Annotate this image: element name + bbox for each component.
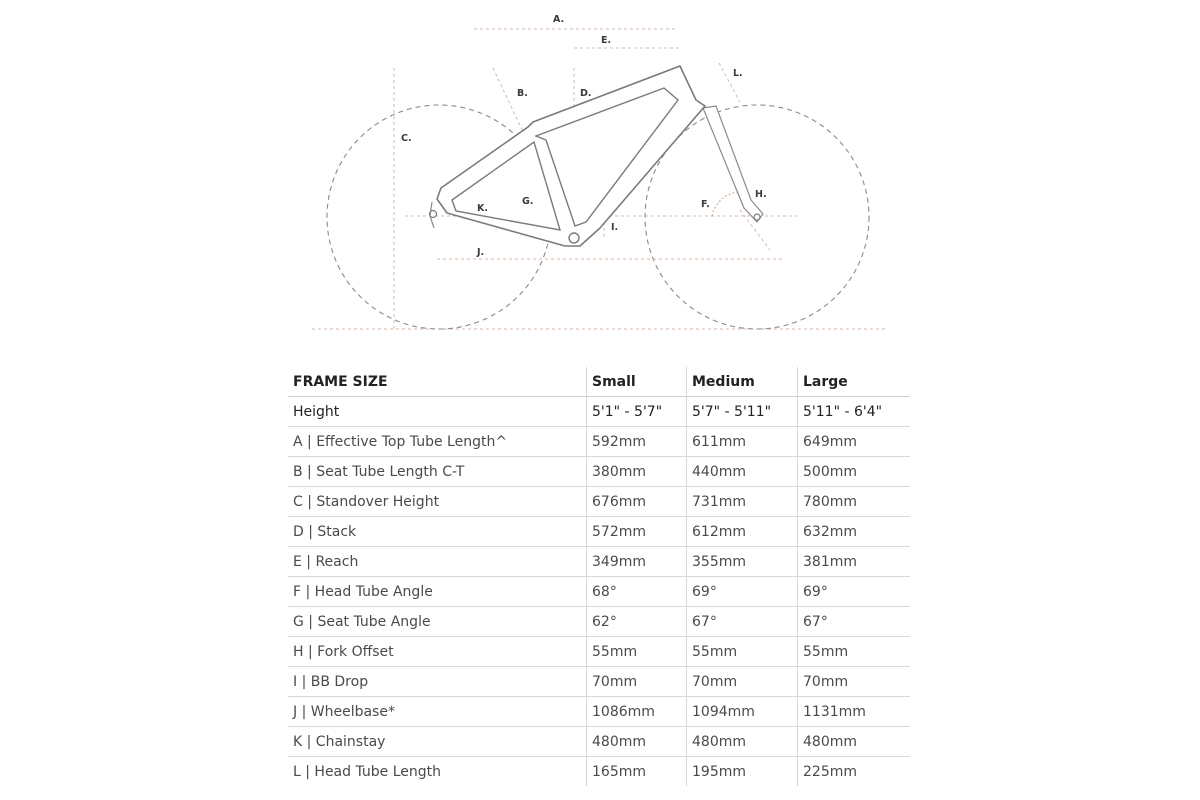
header-large: Large (798, 367, 911, 397)
cell-small: 70mm (587, 667, 687, 697)
cell-small: 62° (587, 607, 687, 637)
cell-medium: 731mm (687, 487, 798, 517)
cell-small: 165mm (587, 757, 687, 787)
table-row (288, 547, 910, 577)
cell-large: 480mm (798, 727, 911, 757)
cell-large: 70mm (798, 667, 911, 697)
table-row (288, 667, 910, 697)
row-label: A | Effective Top Tube Length^ (288, 427, 587, 457)
row-label: G | Seat Tube Angle (288, 607, 587, 637)
cell-medium: 355mm (687, 547, 798, 577)
label-h: H. (755, 189, 767, 200)
cell-large: 381mm (798, 547, 911, 577)
cell-small: 55mm (587, 637, 687, 667)
label-l: L. (733, 68, 743, 79)
cell-medium: 55mm (687, 637, 798, 667)
cell-large: 5'11" - 6'4" (798, 397, 911, 427)
label-d: D. (580, 88, 592, 99)
cell-small: 676mm (587, 487, 687, 517)
bottom-bracket (569, 233, 579, 243)
cell-small: 5'1" - 5'7" (587, 397, 687, 427)
cell-small: 480mm (587, 727, 687, 757)
cell-small: 572mm (587, 517, 687, 547)
row-label: D | Stack (288, 517, 587, 547)
row-label: L | Head Tube Length (293, 763, 442, 780)
row-label: H | Fork Offset (288, 637, 587, 667)
geometry-table (288, 367, 910, 786)
table-row (288, 457, 910, 487)
table-row (288, 577, 910, 607)
label-g: G. (522, 196, 534, 207)
header-frame-size: FRAME SIZE (288, 367, 587, 397)
table-row (288, 607, 910, 637)
cell-small: 68° (587, 577, 687, 607)
row-label: Height (288, 397, 587, 427)
table-row (288, 517, 910, 547)
cell-large: 632mm (798, 517, 911, 547)
table-header-row (288, 367, 910, 397)
cell-small: 1086mm (587, 697, 687, 727)
row-label: I | BB Drop (288, 667, 587, 697)
cell-medium: 195mm (687, 757, 798, 787)
front-dropout (754, 214, 760, 220)
cell-medium: 480mm (687, 727, 798, 757)
cell-large: 780mm (798, 487, 911, 517)
cell-medium: 612mm (687, 517, 798, 547)
table-row (288, 697, 910, 727)
cell-large: 225mm (798, 757, 911, 787)
cell-small: 349mm (587, 547, 687, 577)
cell-medium: 69° (687, 577, 798, 607)
table-row (288, 637, 910, 667)
label-j: J. (477, 247, 485, 258)
label-k: K. (477, 203, 488, 214)
cell-medium: 67° (687, 607, 798, 637)
cell-medium: 5'7" - 5'11" (687, 397, 798, 427)
row-label: B | Seat Tube Length C-T (288, 457, 587, 487)
cell-medium: 611mm (687, 427, 798, 457)
row-label: F | Head Tube Angle (288, 577, 587, 607)
label-f: F. (701, 199, 710, 210)
label-e: E. (601, 35, 612, 46)
cell-small: 592mm (587, 427, 687, 457)
cell-large: 649mm (798, 427, 911, 457)
table-row (288, 427, 910, 457)
cell-medium: 70mm (687, 667, 798, 697)
row-label: E | Reach (288, 547, 587, 577)
cell-medium: 440mm (687, 457, 798, 487)
table-row (288, 757, 910, 787)
table-row (288, 487, 910, 517)
label-b: B. (517, 88, 528, 99)
table-row (288, 397, 910, 427)
table-row (288, 727, 910, 757)
label-i: I. (611, 222, 619, 233)
cell-large: 500mm (798, 457, 911, 487)
cell-large: 55mm (798, 637, 911, 667)
fork (703, 106, 763, 222)
bike-geometry-diagram (0, 0, 1200, 350)
header-medium: Medium (687, 367, 798, 397)
label-c: C. (401, 133, 412, 144)
header-small: Small (587, 367, 687, 397)
label-a: A. (553, 14, 565, 25)
cell-medium: 1094mm (687, 697, 798, 727)
cell-large: 67° (798, 607, 911, 637)
row-label: K | Chainstay (288, 727, 587, 757)
head-angle-arc (712, 192, 738, 216)
row-label: C | Standover Height (288, 487, 587, 517)
cell-large: 1131mm (798, 697, 911, 727)
cell-large: 69° (798, 577, 911, 607)
row-label: J | Wheelbase* (288, 697, 587, 727)
cell-small: 380mm (587, 457, 687, 487)
